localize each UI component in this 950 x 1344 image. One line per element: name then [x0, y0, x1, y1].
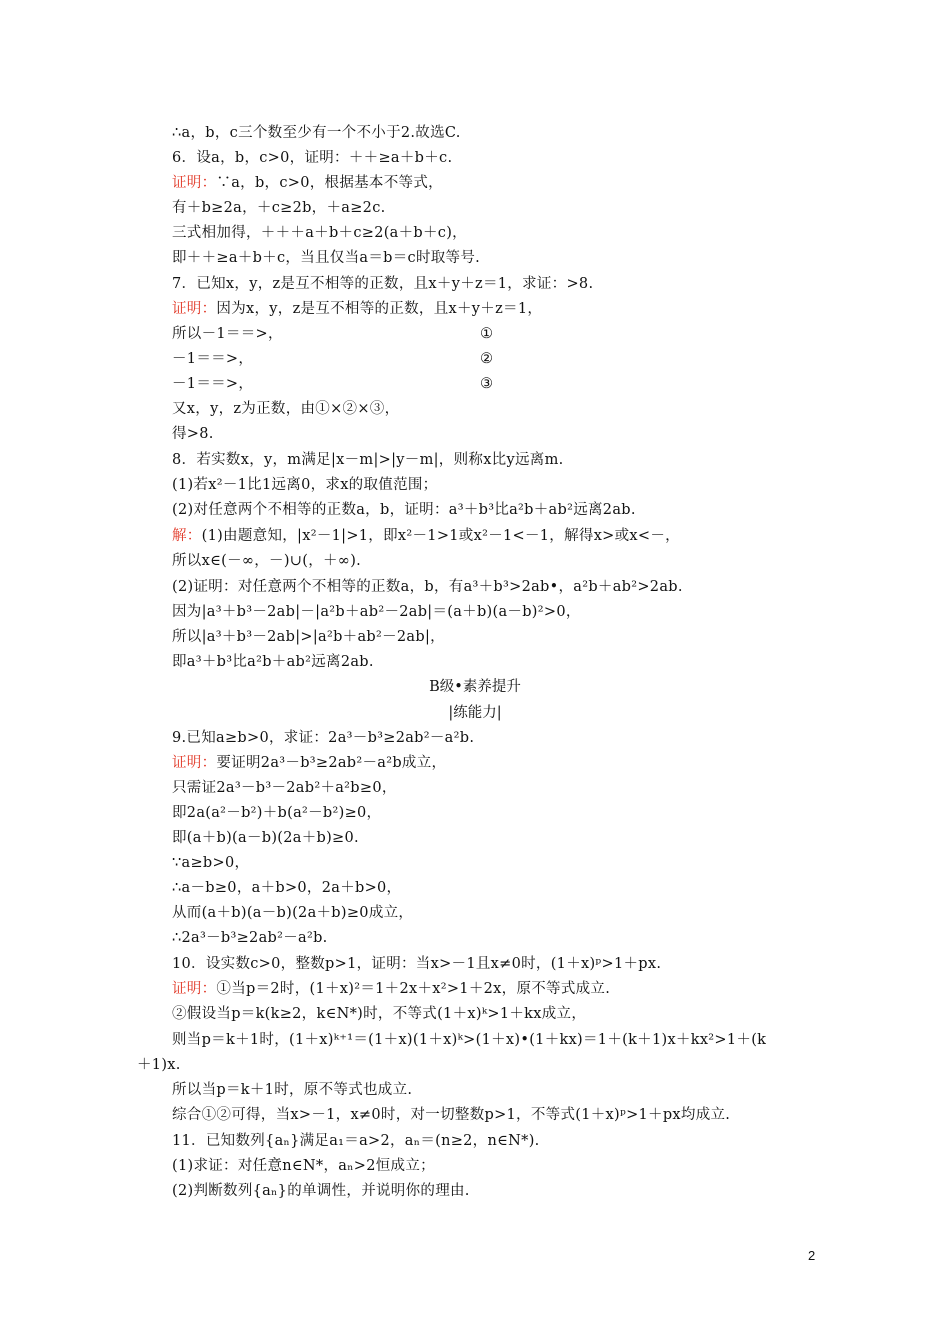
text-line — [172, 500, 636, 520]
line-text: 10．设实数c>0，整数p>1，证明：当x>－1且x≠0时，(1＋x)ᵖ>1＋px. — [172, 956, 662, 972]
line-text: 有＋b≥2a，＋c≥2b，＋a≥2c. — [172, 200, 386, 216]
text-line — [172, 1004, 586, 1024]
line-text: ＋1)x. — [137, 1057, 181, 1073]
equation-number: ③ — [480, 376, 494, 392]
text-line — [172, 1105, 730, 1125]
text-line — [172, 274, 593, 294]
text-line — [172, 374, 494, 394]
section-subtitle: |练能力| — [448, 705, 502, 721]
line-text: (1)由题意知，|x²－1|>1，即x²－1>1或x²－1<－1，解得x>或x<－， — [201, 528, 680, 544]
text-line — [172, 577, 683, 597]
line-text: ∵a，b，c>0，根据基本不等式， — [216, 175, 443, 191]
text-line — [172, 349, 494, 369]
line-text: 因为|a³＋b³－2ab|－|a²b＋ab²－2ab|＝(a＋b)(a－b)²>0， — [172, 604, 581, 620]
line-text: 所以|a³＋b³－2ab|>|a²b＋ab²－2ab|， — [172, 629, 445, 645]
line-text: 6．设a，b，c>0，证明：＋＋≥a＋b＋c. — [172, 150, 453, 166]
line-text: 即(a＋b)(a－b)(2a＋b)≥0. — [172, 830, 359, 846]
line-text: ②假设当p＝k(k≥2，k∈N*)时，不等式(1＋x)ᵏ>1＋kx成立， — [172, 1006, 587, 1022]
text-line — [172, 753, 446, 773]
text-line — [172, 1131, 540, 1151]
text-line — [172, 551, 361, 571]
text-line — [172, 954, 661, 974]
line-text: 11．已知数列{aₙ}满足a₁＝a>2，aₙ＝(n≥2，n∈N*). — [172, 1133, 540, 1149]
text-line — [172, 399, 399, 419]
line-text: 8．若实数x，y，m满足|x－m|>|y－m|，则称x比y远离m. — [172, 452, 564, 468]
line-text: ①当p＝2时，(1＋x)²＝1＋2x＋x²>1＋2x，原不等式成立. — [216, 981, 611, 997]
text-line — [172, 148, 452, 168]
line-text: 又x，y，z为正数，由①×②×③， — [172, 401, 400, 417]
text-line — [172, 828, 359, 848]
text-line — [172, 475, 437, 495]
proof-label: 证明： — [172, 755, 217, 771]
text-line — [172, 248, 480, 268]
text-line — [172, 198, 386, 218]
line-text: 即2a(a²－b²)＋b(a²－b²)≥0， — [172, 805, 382, 821]
proof-label: 证明： — [172, 301, 217, 317]
line-text: ∴a－b≥0，a＋b>0，2a＋b>0， — [172, 880, 402, 896]
section-title: B级•素养提升 — [429, 679, 521, 695]
text-line — [172, 223, 467, 243]
text-line — [172, 728, 474, 748]
line-text: 从而(a＋b)(a－b)(2a＋b)≥0成立， — [172, 905, 414, 921]
text-line — [172, 424, 214, 444]
line-text: ∴a，b，c三个数至少有一个不小于2.故选C. — [172, 125, 461, 141]
line-text: －1＝＝>， — [172, 376, 254, 392]
line-text: 则当p＝k＋1时，(1＋x)ᵏ⁺¹＝(1＋x)(1＋x)ᵏ>(1＋x)•(1＋kx)＝1＋(k＋1)x＋kx²>1＋(k — [172, 1032, 767, 1048]
text-line — [172, 1181, 470, 1201]
text-line — [172, 878, 401, 898]
line-text: 三式相加得，＋＋＋a＋b＋c≥2(a＋b＋c)， — [172, 225, 467, 241]
text-line — [172, 1030, 766, 1050]
text-line — [172, 1156, 435, 1176]
line-text: ∴2a³－b³≥2ab²－a²b. — [172, 930, 328, 946]
line-text: 因为x，y，z是互不相等的正数，且x＋y＋z＝1， — [216, 301, 543, 317]
line-text: 要证明2a³－b³≥2ab²－a²b成立， — [216, 755, 447, 771]
line-text: 9.已知a≥b>0，求证：2a³－b³≥2ab²－a²b. — [172, 730, 475, 746]
line-text: 综合①②可得，当x>－1，x≠0时，对一切整数p>1，不等式(1＋x)ᵖ>1＋px均成立. — [172, 1107, 731, 1123]
line-text: (2)证明：对任意两个不相等的正数a，b，有a³＋b³>2ab•，a²b＋ab²>2ab. — [172, 579, 683, 595]
text-line — [137, 1055, 181, 1075]
text-line — [172, 652, 374, 672]
text-line — [172, 602, 581, 622]
text-line — [172, 853, 249, 873]
text-line — [172, 778, 397, 798]
text-line — [172, 173, 443, 193]
text-line — [172, 979, 610, 999]
line-text: 得>8. — [172, 426, 214, 442]
proof-label: 证明： — [172, 175, 217, 191]
equation-number: ② — [480, 351, 494, 367]
text-line — [172, 803, 381, 823]
text-line — [172, 1080, 412, 1100]
text-line — [172, 450, 564, 470]
line-text: ∵a≥b>0， — [172, 855, 250, 871]
line-text: 所以－1＝＝>， — [172, 326, 283, 342]
line-text: 所以当p＝k＋1时，原不等式也成立. — [172, 1082, 413, 1098]
line-text: 所以x∈(－∞，－)∪(，＋∞). — [172, 553, 362, 569]
line-text: 即a³＋b³比a²b＋ab²远离2ab. — [172, 654, 374, 670]
line-text: (2)对任意两个不相等的正数a，b，证明：a³＋b³比a²b＋ab²远离2ab. — [172, 502, 636, 518]
line-text: 只需证2a³－b³－2ab²＋a²b≥0， — [172, 780, 397, 796]
text-line — [172, 903, 413, 923]
line-text: (2)判断数列{aₙ}的单调性，并说明你的理由. — [172, 1183, 470, 1199]
proof-label: 解： — [172, 528, 202, 544]
equation-number: ① — [480, 326, 494, 342]
line-text: －1＝＝>， — [172, 351, 254, 367]
text-line — [172, 324, 494, 344]
proof-label: 证明： — [172, 981, 217, 997]
line-text: (1)若x²－1比1远离0，求x的取值范围； — [172, 477, 438, 493]
page-number: 2 — [808, 1248, 816, 1263]
text-line — [172, 123, 461, 143]
line-text: (1)求证：对任意n∈N*，aₙ>2恒成立； — [172, 1158, 435, 1174]
text-line — [172, 928, 328, 948]
line-text: 7．已知x，y，z是互不相等的正数，且x＋y＋z＝1，求证：>8. — [172, 276, 594, 292]
line-text: 即＋＋≥a＋b＋c，当且仅当a＝b＝c时取等号. — [172, 250, 481, 266]
text-line — [172, 627, 445, 647]
text-line — [172, 299, 542, 319]
text-line — [172, 526, 680, 546]
